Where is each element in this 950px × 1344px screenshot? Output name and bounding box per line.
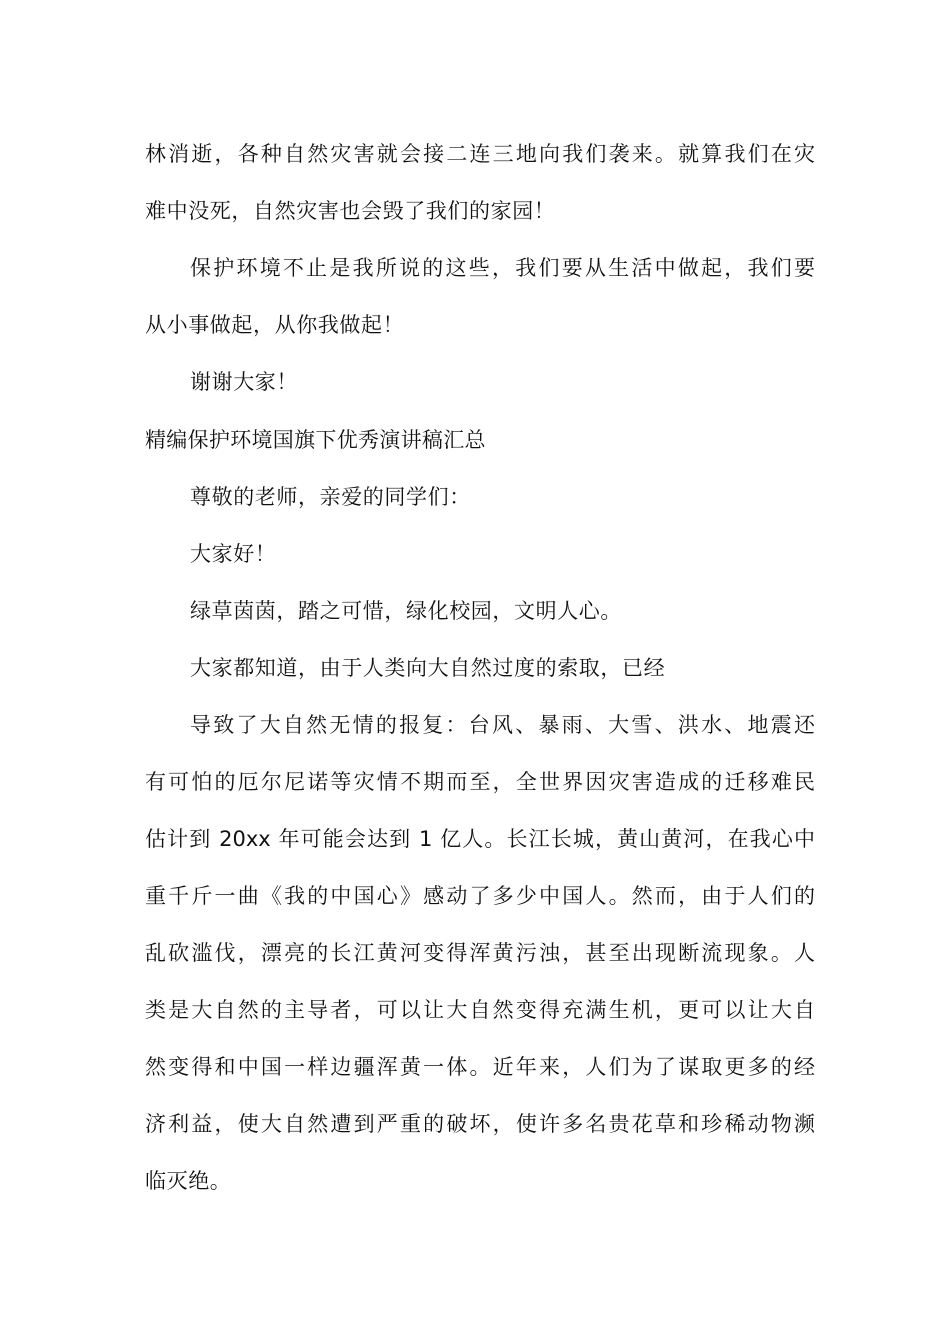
paragraph-line: 类是大自然的主导者，可以让大自然变得充满生机，更可以让大自 — [145, 998, 815, 1022]
paragraph-line: 有可怕的厄尔尼诺等灾情不期而至，全世界因灾害造成的迁移难民 — [145, 770, 815, 794]
paragraph-line: 难中没死，自然灾害也会毁了我们的家园！ — [145, 199, 556, 223]
paragraph-line: 大家都知道，由于人类向大自然过度的索取，已经 — [190, 656, 666, 680]
paragraph-line: 林消逝，各种自然灾害就会接二连三地向我们袭来。就算我们在灾 — [145, 142, 815, 166]
salutation-line: 尊敬的老师，亲爱的同学们： — [190, 485, 471, 509]
paragraph-line: 谢谢大家！ — [190, 370, 298, 394]
paragraph-line: 乱砍滥伐，漂亮的长江黄河变得浑黄污浊，甚至出现断流现象。人 — [145, 941, 815, 965]
greeting-line: 大家好！ — [190, 542, 277, 566]
paragraph-line: 临灭绝。 — [145, 1169, 232, 1193]
paragraph-line: 济利益，使大自然遭到严重的破坏，使许多名贵花草和珍稀动物濒 — [145, 1112, 815, 1136]
paragraph-line: 保护环境不止是我所说的这些，我们要从生活中做起，我们要 — [190, 256, 815, 280]
section-heading: 精编保护环境国旗下优秀演讲稿汇总 — [145, 428, 486, 452]
paragraph-line: 然变得和中国一样边疆浑黄一体。近年来，人们为了谋取更多的经 — [145, 1055, 815, 1079]
paragraph-line: 绿草茵茵，踏之可惜，绿化校园，文明人心。 — [190, 599, 622, 623]
paragraph-line: 导致了大自然无情的报复：台风、暴雨、大雪、洪水、地震还 — [190, 713, 815, 737]
paragraph-line: 重千斤一曲《我的中国心》感动了多少中国人。然而，由于人们的 — [145, 884, 815, 908]
paragraph-line: 从小事做起，从你我做起！ — [145, 313, 405, 337]
paragraph-line: 估计到 20xx 年可能会达到 1 亿人。长江长城，黄山黄河，在我心中 — [145, 827, 815, 851]
